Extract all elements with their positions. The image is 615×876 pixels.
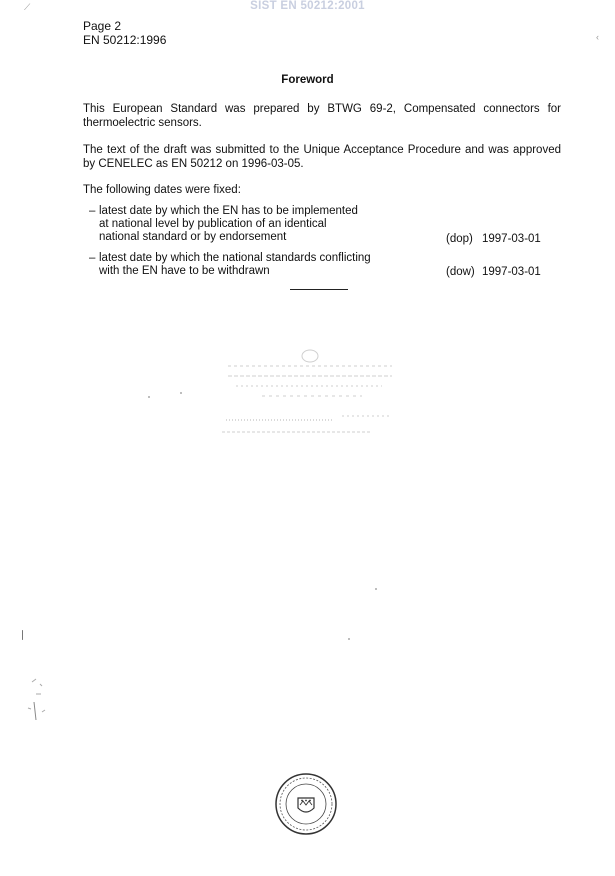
- date-item-line: at national level by publication of an identical: [99, 218, 327, 230]
- section-title: Foreword: [281, 74, 334, 86]
- paragraph-prepared-by: This European Standard was prepared by BTWG 69-2, Compensated connectors for thermoelectric sensors.: [83, 103, 561, 129]
- date-item-line: with the EN have to be withdrawn: [99, 265, 270, 277]
- date-item-line: latest date by which the national standards conflicting: [99, 252, 371, 264]
- page-header: [83, 19, 166, 47]
- scan-mark: ⟋: [24, 2, 31, 12]
- list-dash: –: [89, 205, 96, 217]
- paragraph-approval: The text of the draft was submitted to the Unique Acceptance Procedure and was approved by CENELEC as EN 50212 on 1996-03-05.: [83, 144, 561, 170]
- end-rule: [290, 289, 348, 290]
- scan-speck: [148, 396, 150, 398]
- faint-stamp-image: [222, 348, 397, 443]
- list-dash: –: [89, 252, 96, 264]
- date-item-line: national standard or by endorsement: [99, 231, 287, 243]
- date-value: 1997-03-01: [482, 233, 541, 245]
- date-code: (dop): [446, 233, 473, 245]
- date-item-text: [99, 205, 399, 244]
- scan-mark: ‹: [596, 32, 599, 42]
- date-item-line: latest date by which the EN has to be implemented: [99, 205, 358, 217]
- page-number: Page 2: [83, 19, 122, 33]
- scan-artifact-image: [18, 672, 58, 742]
- date-item-dow: [89, 252, 559, 280]
- official-seal-image: [274, 772, 338, 836]
- scan-speck: [180, 392, 182, 394]
- scan-speck: [375, 588, 377, 590]
- scan-speck: [22, 630, 23, 640]
- date-item-dop: [89, 205, 559, 247]
- paragraph-dates-intro: The following dates were fixed:: [83, 184, 241, 196]
- date-item-text: [99, 252, 419, 278]
- standard-number: EN 50212:1996: [83, 33, 167, 47]
- watermark: SIST EN 50212:2001: [250, 0, 365, 12]
- date-code: (dow): [446, 266, 475, 278]
- scan-speck: [348, 638, 350, 640]
- date-value: 1997-03-01: [482, 266, 541, 278]
